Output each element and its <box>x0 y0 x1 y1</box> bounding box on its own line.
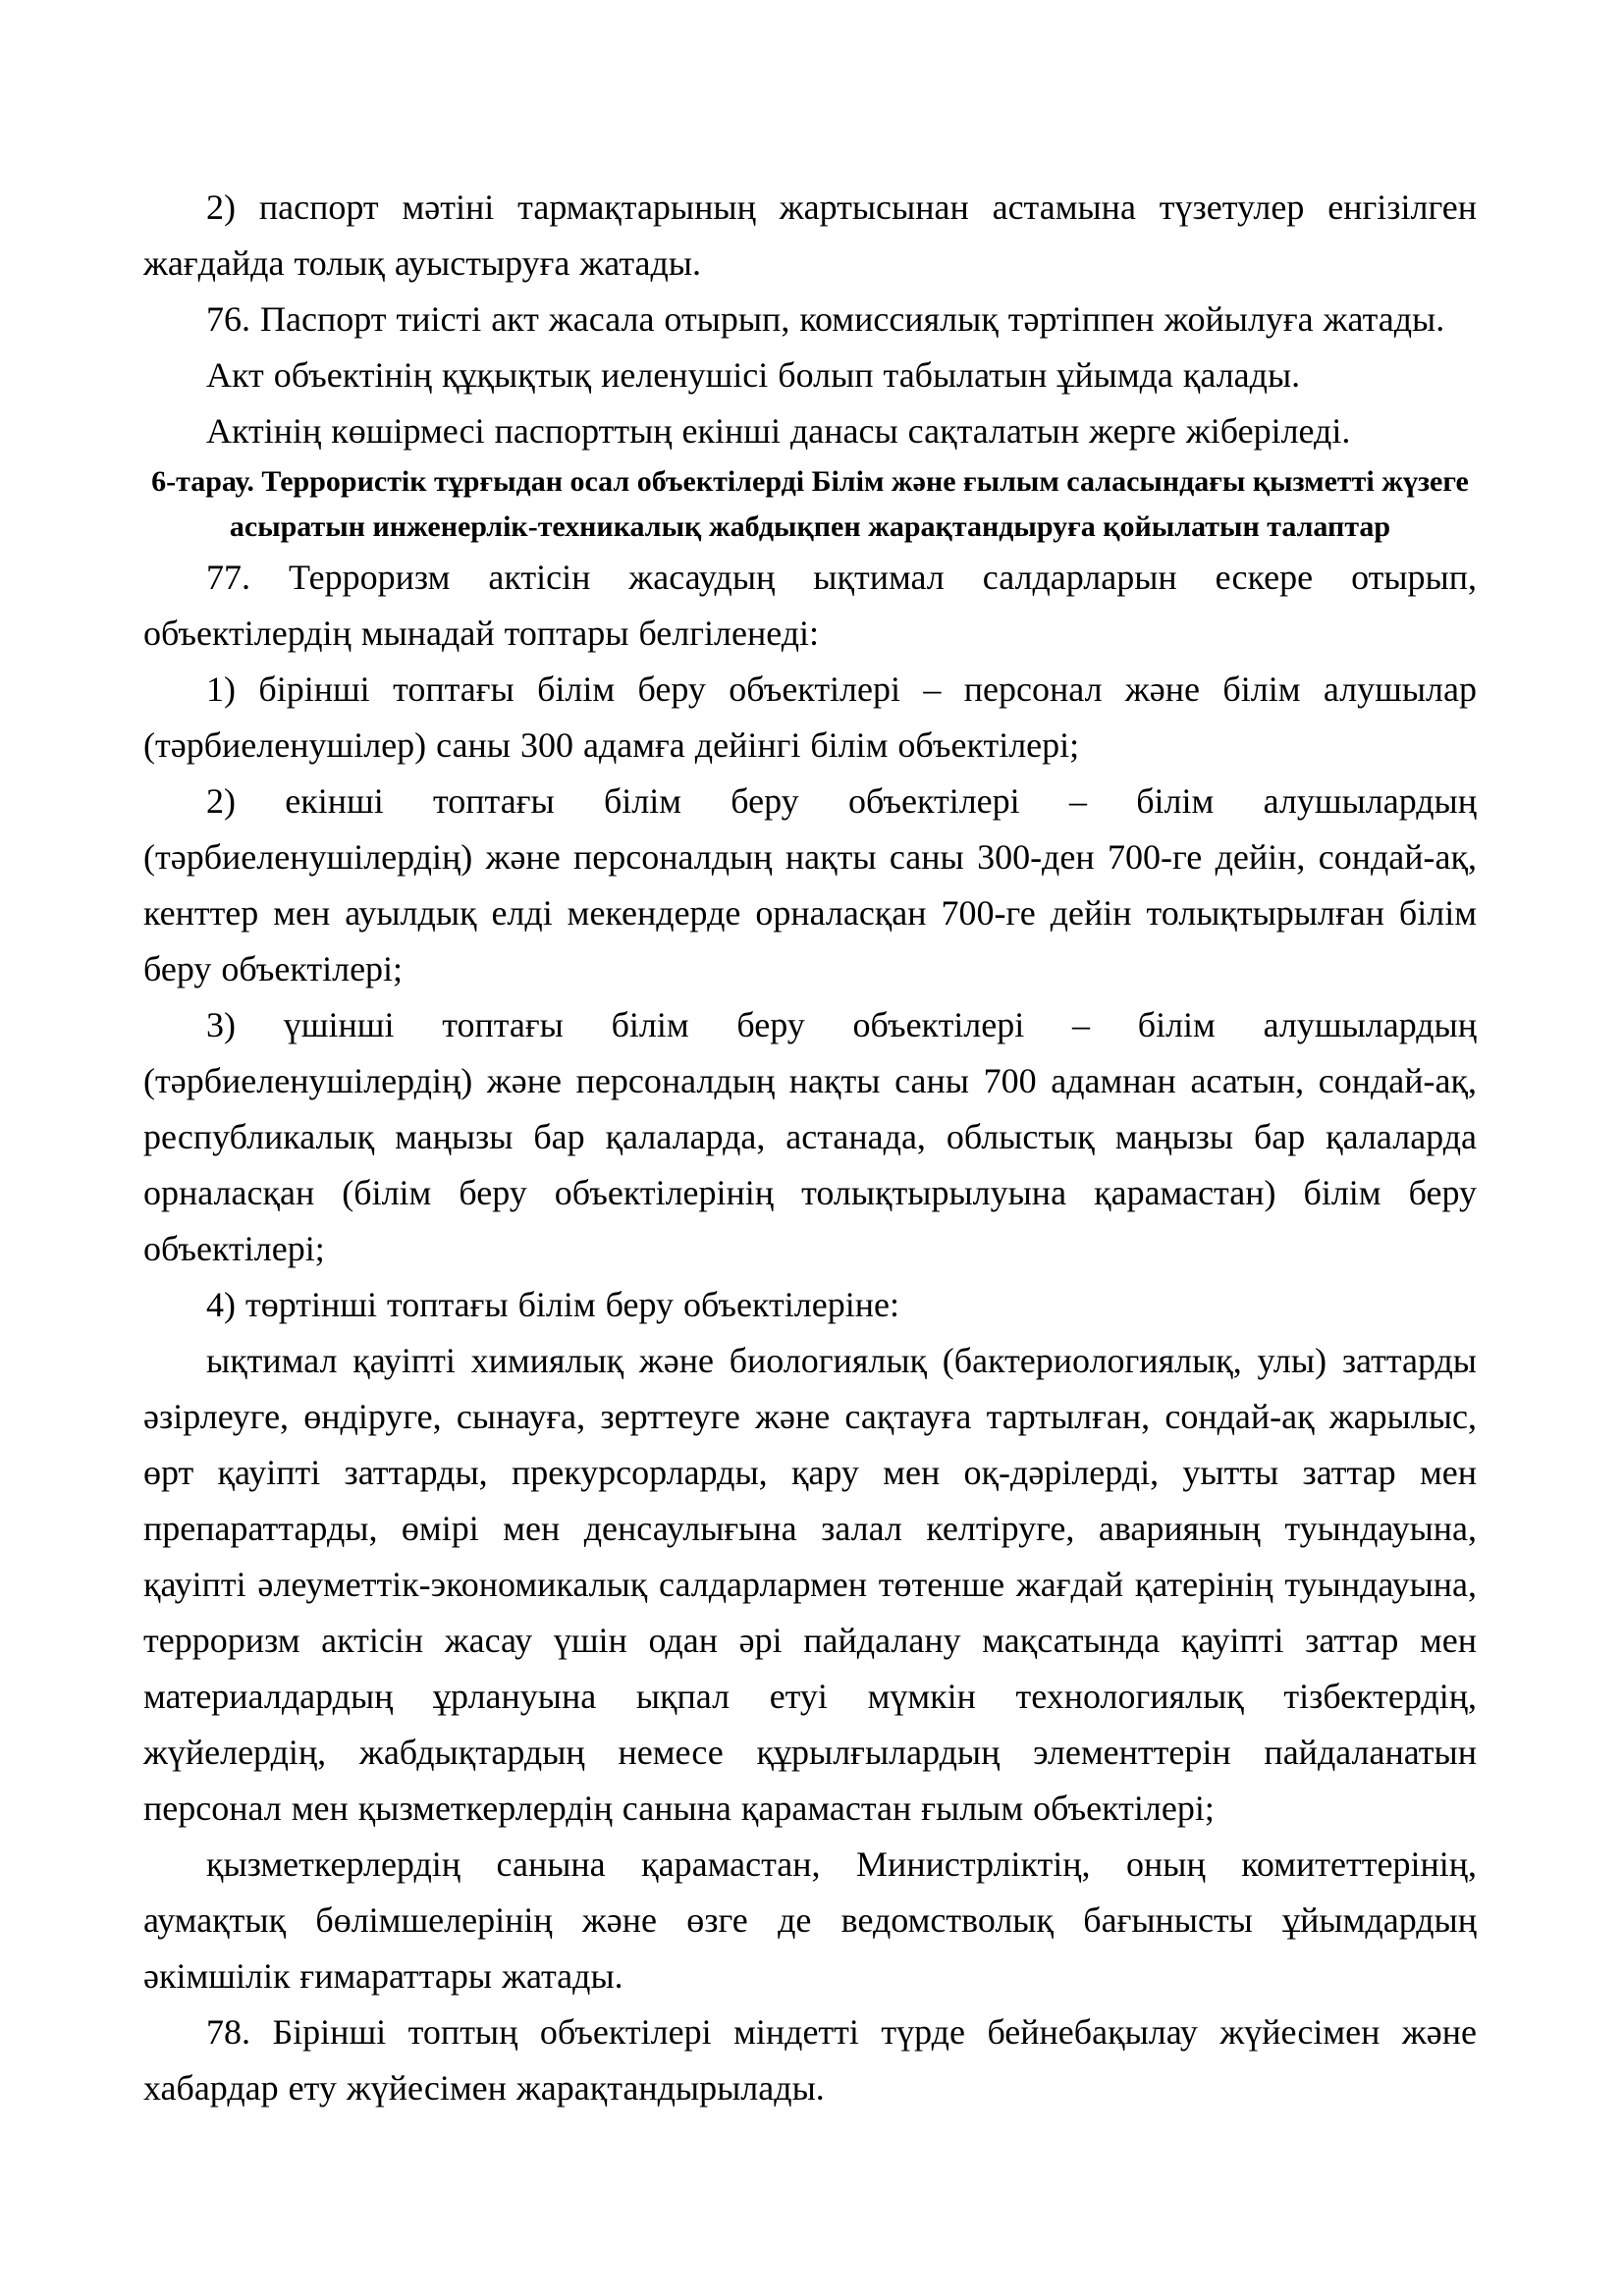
paragraph-act-owner: Акт объектінің құқықтық иеленушісі болып табылатын ұйымда қалады. <box>206 355 1301 395</box>
paragraph-admin-buildings: қызметкерлердің санына қарамастан, Министрліктің, оның комитеттерінің, аумақтық бөлімшелерінің және өзге де ведомстволық бағынысты ұйымдардың әкімшілік ғимараттары жатады. <box>143 1844 1477 1996</box>
paragraph-group-4-detail: ықтимал қауіпті химиялық және биологиялық (бактериологиялық, улы) заттарды әзірлеуге, өндіруге, сынауға, зерттеуге және сақтауға тартылған, сондай-ақ жарылыс, өрт қауіпті заттарды, прекурсорларды, қару мен оқ-дәрілерді, уытты заттар мен препараттарды, өмірі мен денсаулығына залал келтіруге, аварияның туындауына, қауіпті әлеуметтік-экономикалық салдарлармен төтенше жағдай қатерінің туындауына, терроризм актісін жасау үшін одан әрі пайдалану мақсатында қауіпті заттар мен материалдардың ұрлануына ықпал етуі мүмкін технологиялық тізбектердің, жүйелердің, жабдықтардың немесе құрылғылардың элементтерін пайдаланатын персонал мен қызметкерлердің санына қарамастан ғылым объектілері; <box>143 1341 1477 1828</box>
paragraph-group-4: 4) төртінші топтағы білім беру объектілеріне: <box>206 1285 899 1324</box>
paragraph-78: 78. Бірінші топтың объектілері міндетті түрде бейнебақылау жүйесімен және хабардар ету жүйесімен жарақтандырылады. <box>143 2012 1477 2108</box>
chapter-6-heading: 6-тарау. Террористік тұрғыдан осал объектілерді Білім және ғылым саласындағы қызметті жүзеге асыратын инженерлік-техникалық жабдықпен жарақтандыруға қойылатын талаптар <box>151 465 1469 543</box>
paragraph-group-2: 2) екінші топтағы білім беру объектілері – білім алушылардың (тәрбиеленушілердің) және персоналдың нақты саны 300-ден 700-ге дейін, сондай-ақ, кенттер мен ауылдық елді мекендерде орналасқан 700-ге дейін толықтырылған білім беру объектілері; <box>143 781 1477 988</box>
paragraph-77: 77. Терроризм актісін жасаудың ықтимал салдарларын ескере отырып, объектілердің мынадай топтары белгіленеді: <box>143 558 1477 653</box>
paragraph-group-1: 1) бірінші топтағы білім беру объектілері – персонал және білім алушылар (тәрбиеленушілер) саны 300 адамға дейінгі білім объектілері; <box>143 669 1477 765</box>
paragraph-point-2: 2) паспорт мәтіні тармақтарының жартысынан астамына түзетулер енгізілген жағдайда толық ауыстыруға жатады. <box>143 187 1477 283</box>
paragraph-76: 76. Паспорт тиісті акт жасала отырып, комиссиялық тәртіппен жойылуға жатады. <box>206 299 1445 339</box>
paragraph-group-3: 3) үшінші топтағы білім беру объектілері – білім алушылардың (тәрбиеленушілердің) және персоналдың нақты саны 700 адамнан асатын, сондай-ақ, республикалық маңызы бар қалаларда, астанада, облыстық маңызы бар қалаларда орналасқан (білім беру объектілерінің толықтырылуына қарамастан) білім беру объектілері; <box>143 1005 1477 1268</box>
document-content <box>143 180 1477 2116</box>
paragraph-act-copy: Актінің көшірмесі паспорттың екінші данасы сақталатын жерге жіберіледі. <box>206 411 1351 451</box>
